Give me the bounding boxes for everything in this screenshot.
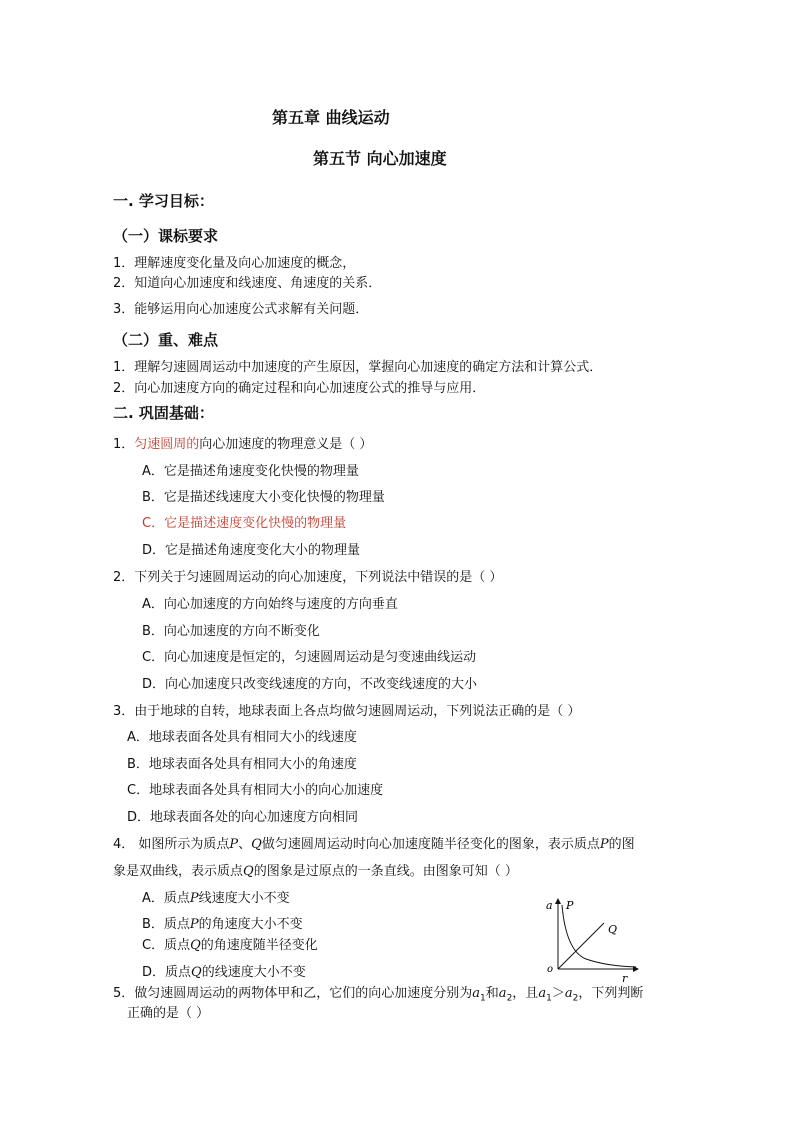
q4-option-text: 线速度大小不变	[198, 891, 290, 906]
q4-option-text: 的线速度大小不变	[201, 965, 306, 980]
q2-option-d: D．向心加速度只改变线速度的方向，不改变线速度的大小	[142, 677, 478, 692]
sub1-heading: （一）课标要求	[113, 227, 219, 245]
q1-highlight: 匀速圆周的	[134, 437, 200, 452]
q1-number: 1．	[113, 437, 135, 452]
q1-option-d: D．它是描述角速度变化大小的物理量	[142, 543, 361, 558]
q3-option-d: D．地球表面各处的向心加速度方向相同	[127, 810, 359, 825]
q5-subscript: 1	[480, 993, 486, 1004]
q4-option-text: C．质点	[142, 938, 191, 953]
q4-point-p: P	[599, 837, 609, 852]
line-q-label: Q	[608, 923, 618, 936]
q5-subscript: 1	[546, 993, 552, 1004]
q3-option-a: A．地球表面各处具有相同大小的线速度	[127, 730, 357, 745]
q4-option-text: D．质点	[142, 965, 192, 980]
q4-point-q: Q	[243, 864, 254, 879]
q4-option-text: A．质点	[142, 891, 190, 906]
q5-subscript: 2	[506, 993, 513, 1004]
sub1-item-1: 1．理解速度变化量及向心加速度的概念，	[113, 256, 356, 271]
q5-symbol-a: a	[538, 986, 547, 1001]
q1-option-b: B．它是描述线速度大小变化快慢的物理量	[142, 490, 385, 505]
q5-text: ，下列判断	[578, 986, 644, 1001]
q4-point-p: P	[189, 917, 199, 932]
q2-option-b: B．向心加速度的方向不断变化	[142, 624, 320, 639]
q3-option-c: C．地球表面各处具有相同大小的向心加速度	[127, 783, 384, 798]
q4-option-text: B．质点	[142, 917, 190, 932]
part2-heading: 二. 巩固基础：	[113, 404, 214, 422]
q4-option-d	[142, 965, 306, 981]
q5-text: ，且	[512, 986, 539, 1001]
q5-symbol-a: a	[472, 986, 481, 1001]
sub1-item-2: 2．知道向心加速度和线速度、角速度的关系．	[113, 276, 382, 291]
x-axis-label: r	[622, 972, 628, 983]
q4-point-q: Q	[190, 938, 201, 953]
q3-stem: 3．由于地球的自转，地球表面上各点均做匀速圆周运动，下列说法正确的是（ ）	[113, 704, 581, 719]
q5-symbol-a: a	[498, 986, 507, 1001]
chapter-title: 第五章 曲线运动	[272, 108, 390, 127]
q1-option-a: A．它是描述角速度变化快慢的物理量	[142, 464, 359, 479]
q4-text: 4． 如图所示为质点	[113, 837, 230, 852]
q5-subscript: 2	[572, 993, 579, 1004]
q4-point-p: P	[229, 837, 239, 852]
q5-stem-line1	[113, 986, 643, 1007]
q4-option-text: 的角速度大小不变	[198, 917, 303, 932]
q4-option-text: 的角速度随半径变化	[200, 938, 318, 953]
q3-option-b: B．地球表面各处具有相同大小的角速度	[127, 757, 357, 772]
q4-text: 、	[238, 837, 252, 852]
q4-text: 的图象是过原点的一条直线。由图象可知（ ）	[253, 864, 518, 879]
q5-stem-line2: 正确的是（ ）	[127, 1006, 210, 1021]
q1-stem	[113, 437, 372, 453]
q4-option-b	[142, 917, 303, 933]
q4-text: 象是双曲线，表示质点	[113, 864, 244, 879]
q5-symbol-a: a	[564, 986, 573, 1001]
q4-text: 做匀速圆周运动时向心加速度随半径变化的图象，表示质点	[261, 837, 600, 852]
q4-option-c	[142, 938, 318, 954]
q4-acceleration-radius-graph	[538, 893, 646, 983]
q1-option-c: C．它是描述速度变化快慢的物理量	[142, 516, 347, 531]
q5-text: 5．做匀速圆周运动的两物体甲和乙，它们的向心加速度分别为	[113, 986, 473, 1001]
origin-label: o	[547, 964, 554, 975]
q2-stem: 2．下列关于匀速圆周运动的向心加速度，下列说法中错误的是（ ）	[113, 570, 503, 585]
q4-point-q: Q	[251, 837, 262, 852]
q5-text: 和	[485, 986, 499, 1001]
y-axis-label: a	[546, 899, 553, 912]
q4-point-p: P	[189, 891, 199, 906]
curve-p-label: P	[566, 899, 574, 912]
q4-text: 的图	[608, 837, 635, 852]
q4-stem-line2	[113, 864, 518, 880]
q4-stem-line1	[113, 837, 635, 853]
q4-option-a	[142, 891, 290, 907]
part1-heading: 一. 学习目标：	[113, 192, 214, 210]
q5-text: ＞	[551, 986, 565, 1001]
q4-point-q: Q	[191, 965, 202, 980]
section-title: 第五节 向心加速度	[313, 149, 447, 168]
sub2-item-2: 2．向心加速度方向的确定过程和向心加速度公式的推导与应用．	[113, 381, 486, 396]
curve-p	[562, 905, 636, 967]
sub2-heading: （二）重、难点	[113, 331, 219, 349]
q2-option-a: A．向心加速度的方向始终与速度的方向垂直	[142, 597, 398, 612]
sub1-item-3: 3．能够运用向心加速度公式求解有关问题．	[113, 302, 369, 317]
q1-rest: 向心加速度的物理意义是（ ）	[199, 437, 373, 452]
q2-option-c: C．向心加速度是恒定的，匀速圆周运动是匀变速曲线运动	[142, 650, 477, 665]
sub2-item-1: 1．理解匀速圆周运动中加速度的产生原因，掌握向心加速度的确定方法和计算公式．	[113, 360, 603, 375]
